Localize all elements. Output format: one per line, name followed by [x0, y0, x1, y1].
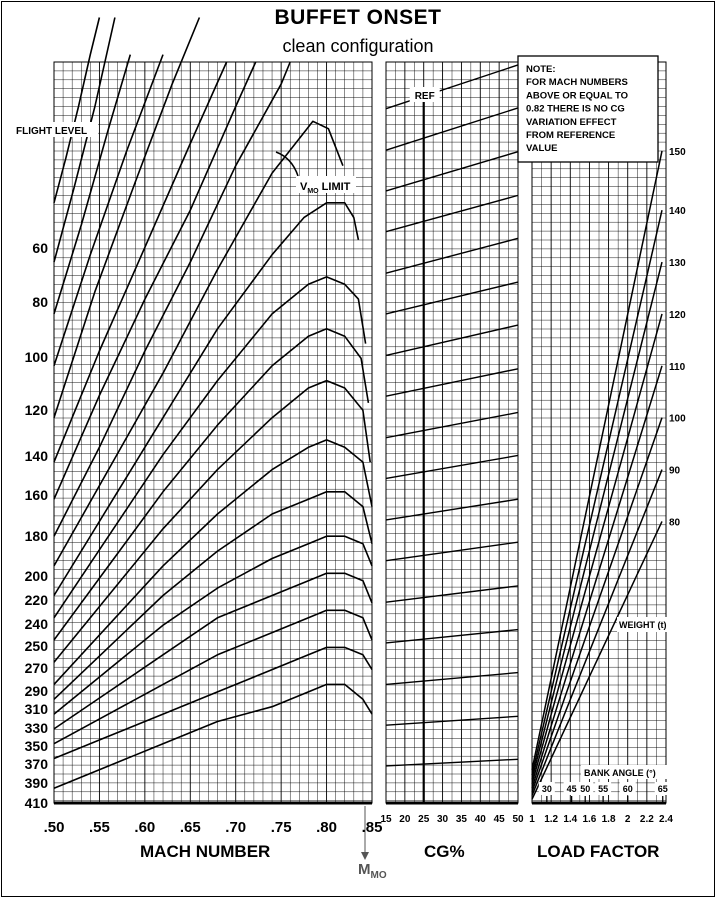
cg-tick-label: 45	[493, 814, 505, 825]
note-line: FROM REFERENCE	[526, 130, 616, 141]
cg-tick-label: 30	[437, 814, 449, 825]
flight-level-tick-label: 370	[24, 756, 48, 772]
weight-label-100: 100	[669, 413, 686, 425]
flight-level-tick-label: 60	[32, 240, 48, 256]
load-tick-label: 1.6	[582, 814, 597, 825]
mach-tick-label: .85	[361, 819, 383, 836]
flight-level-label: FLIGHT LEVEL	[16, 126, 88, 137]
cg-axis-title: CG%	[424, 842, 465, 861]
mach-panel-border	[54, 62, 372, 803]
load-tick-label: 1.4	[563, 814, 578, 825]
mach-tick-label: .80	[316, 819, 338, 836]
chart-title: BUFFET ONSET	[274, 6, 442, 29]
note-line: VARIATION EFFECT	[526, 116, 617, 128]
weight-label-80: 80	[669, 517, 681, 529]
cg-tick-label: 35	[455, 814, 467, 825]
ref-label: REF	[414, 91, 435, 102]
flight-level-tick-label: 350	[24, 738, 48, 754]
note-line: FOR MACH NUMBERS	[526, 77, 628, 89]
mach-curve-12	[54, 381, 370, 663]
flight-level-tick-label: 390	[24, 775, 48, 791]
mach-curve-2	[54, 55, 130, 314]
cg-tick-label: 40	[474, 814, 486, 825]
mach-curve-15	[54, 536, 372, 714]
note-line: NOTE:	[526, 64, 556, 75]
weight-title: WEIGHT (t)	[619, 620, 667, 630]
flight-level-tick-label: 240	[24, 616, 48, 632]
cg-tick-label: 20	[399, 814, 411, 825]
load-tick-label: 1.8	[601, 814, 616, 825]
bank-angle-label-30: 30	[541, 784, 552, 794]
mach-tick-label: .70	[225, 819, 247, 836]
cg-tick-label: 25	[418, 814, 430, 825]
flight-level-tick-label: 290	[24, 683, 48, 699]
flight-level-tick-label: 120	[24, 402, 48, 418]
mach-tick-label: .75	[270, 819, 292, 836]
mach-curve-10	[54, 277, 366, 618]
mach-tick-label: .60	[134, 819, 156, 836]
weight-label-90: 90	[669, 465, 681, 477]
mach-curve-16	[54, 573, 372, 729]
flight-level-tick-label: 330	[24, 720, 48, 736]
load-tick-label: 2.4	[659, 814, 673, 825]
bank-angle-label-60: 60	[622, 784, 633, 794]
weight-label-130: 130	[669, 258, 686, 270]
mach-tick-label: .50	[43, 819, 65, 836]
load-axis-title: LOAD FACTOR	[537, 842, 660, 861]
bank-angle-label-50: 50	[580, 784, 591, 794]
flight-level-tick-label: 160	[24, 487, 48, 503]
flight-level-tick-label: 200	[24, 568, 48, 584]
weight-label-140: 140	[669, 206, 686, 218]
flight-level-tick-label: 140	[24, 448, 48, 464]
load-tick-label: 1	[529, 814, 535, 825]
mach-tick-label: .55	[88, 819, 110, 836]
load-tick-label: 1.2	[544, 814, 559, 825]
bank-angle-label-65: 65	[657, 784, 668, 794]
chart-labels	[12, 56, 686, 881]
cg-tick-label: 50	[512, 814, 524, 825]
mmo-arrow-head	[361, 852, 369, 860]
chart-grid	[54, 62, 666, 803]
note-line: ABOVE OR EQUAL TO	[526, 90, 629, 102]
flight-level-tick-label: 270	[24, 660, 48, 676]
flight-level-tick-label: 80	[32, 294, 48, 310]
mach-curve-14	[54, 492, 372, 700]
mach-axis-title: MACH NUMBER	[140, 842, 271, 861]
bank-angle-label-45: 45	[566, 784, 577, 794]
flight-level-tick-label: 180	[24, 528, 48, 544]
mach-tick-label: .65	[179, 819, 201, 836]
load-tick-label: 2	[624, 814, 631, 825]
note-line: 0.82 THERE IS NO CG	[526, 103, 625, 115]
mach-curve-19	[54, 684, 372, 788]
flight-level-tick-label: 220	[24, 592, 48, 608]
bank-angle-title: BANK ANGLE (°)	[584, 768, 656, 778]
cg-tick-label: 15	[380, 814, 392, 825]
weight-label-120: 120	[669, 309, 686, 321]
bank-angle-label-55: 55	[598, 784, 609, 794]
weight-label-150: 150	[669, 146, 686, 158]
load-tick-label: 2.2	[639, 814, 654, 825]
vmo-limit-label: $V_{MO}$ LIMIT	[300, 181, 351, 195]
flight-level-tick-label: 310	[24, 701, 48, 717]
chart-subtitle: clean configuration	[282, 36, 434, 56]
flight-level-tick-label: 250	[24, 638, 48, 654]
flight-level-tick-label: 410	[24, 795, 48, 811]
weight-label-110: 110	[669, 361, 686, 373]
mmo-label: $M_{MO}$	[358, 861, 387, 881]
flight-level-tick-label: 100	[24, 349, 48, 365]
note-line: VALUE	[526, 143, 558, 155]
